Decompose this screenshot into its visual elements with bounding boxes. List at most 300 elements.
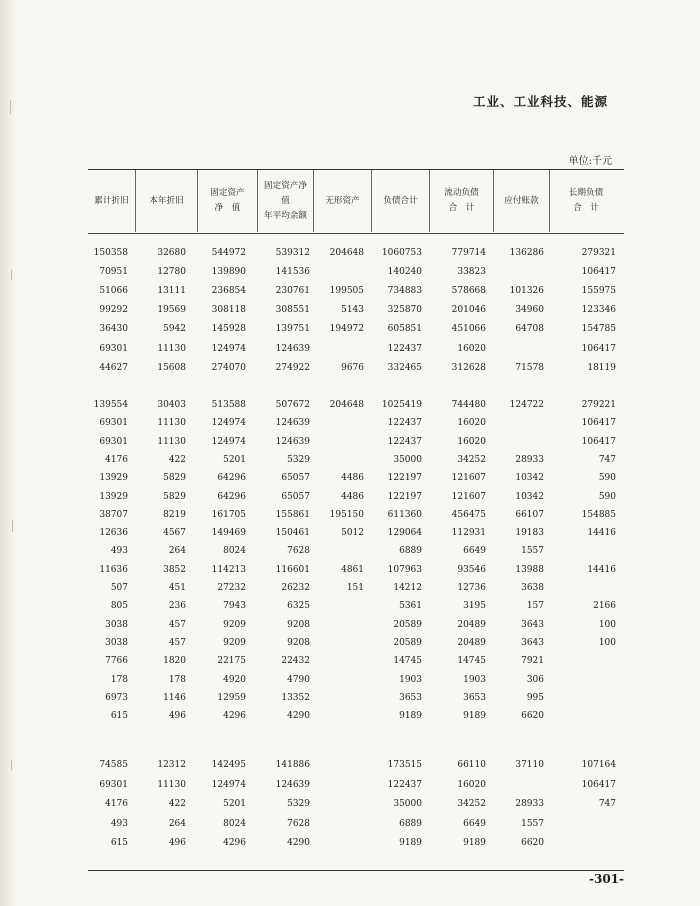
cell-total-liabilities: 605851 <box>387 324 422 335</box>
table-row <box>88 359 622 378</box>
cell-fixed-assets-net-value: 274070 <box>211 362 246 373</box>
cell-long-term-liabilities-total: 106417 <box>581 418 616 429</box>
cell-fixed-assets-annual-average: 141886 <box>275 760 310 770</box>
cell-accounts-payable: 3643 <box>521 619 544 630</box>
table-row <box>88 561 622 580</box>
cell-current-liabilities-total: 16020 <box>457 343 486 354</box>
cell-total-liabilities: 122437 <box>387 343 422 354</box>
cell-total-liabilities: 173515 <box>387 760 422 770</box>
cell-current-liabilities-total: 34252 <box>457 454 486 465</box>
cell-accounts-payable: 19183 <box>515 528 544 539</box>
table-row <box>88 652 622 671</box>
cell-current-year-depreciation: 457 <box>168 637 186 648</box>
cell-accumulated-depreciation: 139554 <box>93 400 128 410</box>
cell-fixed-assets-annual-average: 274922 <box>275 362 310 373</box>
cell-long-term-liabilities-total: 14416 <box>587 528 616 539</box>
column-header-line: 应付账款 <box>504 195 539 206</box>
cell-intangible-assets: 4486 <box>341 473 364 484</box>
cell-long-term-liabilities-total: 747 <box>598 799 616 809</box>
cell-intangible-assets <box>304 616 364 635</box>
page-bottom-rule <box>88 870 624 871</box>
scan-mark <box>11 760 12 770</box>
cell-accumulated-depreciation: 74585 <box>99 760 128 770</box>
column-header-line: 净 值 <box>214 203 241 213</box>
cell-fixed-assets-annual-average: 26232 <box>281 583 310 593</box>
cell-total-liabilities: 35000 <box>393 454 422 465</box>
cell-accumulated-depreciation: 178 <box>110 674 128 685</box>
cell-accounts-payable <box>484 776 544 795</box>
cell-fixed-assets-net-value: 142495 <box>211 760 246 770</box>
cell-current-liabilities-total: 20489 <box>457 637 486 648</box>
cell-fixed-assets-net-value: 22175 <box>217 656 246 667</box>
cell-fixed-assets-net-value: 8024 <box>223 546 246 557</box>
cell-current-year-depreciation: 1146 <box>163 692 186 703</box>
cell-fixed-assets-net-value: 12959 <box>217 692 246 703</box>
cell-intangible-assets <box>304 689 364 708</box>
cell-current-year-depreciation: 13111 <box>157 286 186 297</box>
cell-accounts-payable: 10342 <box>515 491 544 502</box>
cell-intangible-assets: 9676 <box>341 362 364 373</box>
cell-fixed-assets-annual-average: 22432 <box>281 656 310 667</box>
page-number: -301- <box>588 872 624 886</box>
cell-accumulated-depreciation: 69301 <box>99 436 128 447</box>
cell-fixed-assets-net-value: 161705 <box>211 509 246 520</box>
cell-total-liabilities: 140240 <box>387 267 422 278</box>
cell-intangible-assets: 5012 <box>341 528 364 539</box>
scan-mark <box>10 100 11 114</box>
cell-accounts-payable: 28933 <box>515 454 544 465</box>
cell-accumulated-depreciation: 69301 <box>99 418 128 429</box>
cell-accumulated-depreciation: 493 <box>110 818 128 829</box>
cell-accumulated-depreciation: 7766 <box>105 656 128 667</box>
table-row <box>88 524 622 543</box>
cell-long-term-liabilities-total: 100 <box>598 619 616 630</box>
table-row <box>88 671 622 690</box>
cell-long-term-liabilities-total <box>556 542 616 561</box>
cell-intangible-assets <box>304 263 364 282</box>
cell-accounts-payable: 3638 <box>521 583 544 593</box>
cell-total-liabilities: 1025419 <box>381 400 422 410</box>
cell-accounts-payable <box>484 433 544 452</box>
cell-current-liabilities-total: 578668 <box>451 286 486 297</box>
table-row <box>88 301 622 320</box>
column-header-accounts-payable <box>494 170 550 232</box>
cell-accounts-payable: 66107 <box>515 509 544 520</box>
cell-accumulated-depreciation: 38707 <box>99 509 128 520</box>
cell-total-liabilities: 122437 <box>387 418 422 429</box>
cell-intangible-assets: 199505 <box>329 286 364 297</box>
cell-total-liabilities: 20589 <box>393 619 422 630</box>
cell-current-liabilities-total: 744480 <box>451 400 486 410</box>
cell-long-term-liabilities-total: 14416 <box>587 564 616 575</box>
cell-accounts-payable: 71578 <box>515 362 544 373</box>
cell-total-liabilities: 734883 <box>387 286 422 297</box>
cell-intangible-assets <box>304 671 364 690</box>
column-header-line: 本年折旧 <box>149 195 184 206</box>
cell-current-year-depreciation: 457 <box>168 619 186 630</box>
cell-current-liabilities-total: 9189 <box>463 711 486 722</box>
column-header-total-liabilities <box>372 170 430 232</box>
table-row <box>88 795 622 814</box>
cell-fixed-assets-annual-average: 230761 <box>275 286 310 297</box>
column-header-current-liabilities-total <box>430 170 494 232</box>
cell-intangible-assets: 204648 <box>329 248 364 258</box>
cell-fixed-assets-annual-average: 124639 <box>275 343 310 354</box>
cell-long-term-liabilities-total: 106417 <box>581 343 616 354</box>
cell-current-year-depreciation: 11130 <box>157 418 186 429</box>
cell-fixed-assets-annual-average: 141536 <box>275 267 310 278</box>
cell-fixed-assets-net-value: 544972 <box>211 248 246 258</box>
cell-long-term-liabilities-total: 107164 <box>581 760 616 770</box>
cell-current-liabilities-total: 112931 <box>451 528 486 539</box>
cell-current-year-depreciation: 451 <box>168 583 186 593</box>
cell-accumulated-depreciation: 3038 <box>105 637 128 648</box>
cell-long-term-liabilities-total: 279321 <box>581 248 616 258</box>
cell-accounts-payable: 3643 <box>521 637 544 648</box>
cell-accounts-payable: 10342 <box>515 473 544 484</box>
cell-intangible-assets: 204648 <box>329 400 364 410</box>
cell-accumulated-depreciation: 805 <box>110 601 128 612</box>
cell-current-liabilities-total: 93546 <box>457 564 486 575</box>
cell-long-term-liabilities-total: 590 <box>598 473 616 484</box>
table-header <box>88 170 622 232</box>
cell-total-liabilities: 325870 <box>387 305 422 316</box>
cell-total-liabilities: 332465 <box>387 362 422 373</box>
cell-accounts-payable: 64708 <box>515 324 544 335</box>
binding-edge <box>0 0 16 906</box>
cell-current-liabilities-total: 3195 <box>463 601 486 612</box>
cell-total-liabilities: 129064 <box>387 528 422 539</box>
cell-fixed-assets-net-value: 27232 <box>217 583 246 593</box>
cell-current-liabilities-total: 121607 <box>451 491 486 502</box>
cell-fixed-assets-net-value: 114213 <box>211 564 246 575</box>
cell-current-liabilities-total: 6649 <box>463 818 486 829</box>
cell-fixed-assets-net-value: 64296 <box>217 491 246 502</box>
cell-fixed-assets-net-value: 5201 <box>223 799 246 809</box>
cell-current-year-depreciation: 422 <box>168 799 186 809</box>
cell-fixed-assets-net-value: 8024 <box>223 818 246 829</box>
cell-intangible-assets: 195150 <box>329 509 364 520</box>
column-header-line: 合 计 <box>448 203 475 213</box>
cell-accumulated-depreciation: 6973 <box>105 692 128 703</box>
cell-accounts-payable: 28933 <box>515 799 544 809</box>
cell-current-year-depreciation: 236 <box>168 601 186 612</box>
column-header-current-year-depreciation <box>136 170 198 232</box>
cell-current-year-depreciation: 12780 <box>157 267 186 278</box>
cell-fixed-assets-annual-average: 65057 <box>281 491 310 502</box>
cell-fixed-assets-net-value: 236854 <box>211 286 246 297</box>
cell-total-liabilities: 107963 <box>387 564 422 575</box>
cell-current-year-depreciation: 11130 <box>157 436 186 447</box>
cell-current-year-depreciation: 422 <box>168 454 186 465</box>
cell-accumulated-depreciation: 493 <box>110 546 128 557</box>
cell-total-liabilities: 1903 <box>399 674 422 685</box>
column-header-intangible-assets <box>314 170 372 232</box>
cell-current-year-depreciation: 15608 <box>157 362 186 373</box>
cell-long-term-liabilities-total <box>556 815 616 834</box>
cell-long-term-liabilities-total: 747 <box>598 454 616 465</box>
table-row <box>88 506 622 525</box>
cell-total-liabilities: 122197 <box>387 473 422 484</box>
column-header-fixed-assets-net-value <box>198 170 258 232</box>
table-header-rule <box>88 233 624 234</box>
cell-current-liabilities-total: 3653 <box>463 692 486 703</box>
cell-accounts-payable <box>484 414 544 433</box>
column-header-line: 无形资产 <box>325 195 360 206</box>
cell-accounts-payable: 157 <box>526 601 544 612</box>
cell-fixed-assets-net-value: 4296 <box>223 838 246 848</box>
cell-fixed-assets-annual-average: 5329 <box>287 454 310 465</box>
cell-total-liabilities: 5361 <box>399 601 422 612</box>
cell-total-liabilities: 35000 <box>393 799 422 809</box>
cell-current-liabilities-total: 34252 <box>457 799 486 809</box>
cell-current-year-depreciation: 5829 <box>163 491 186 502</box>
cell-accumulated-depreciation: 615 <box>110 838 128 848</box>
cell-long-term-liabilities-total <box>556 707 616 726</box>
cell-total-liabilities: 122197 <box>387 491 422 502</box>
cell-current-liabilities-total: 66110 <box>457 760 486 770</box>
cell-long-term-liabilities-total: 279221 <box>581 400 616 410</box>
cell-fixed-assets-annual-average: 4790 <box>287 674 310 685</box>
cell-intangible-assets: 4861 <box>341 564 364 575</box>
cell-fixed-assets-annual-average: 4290 <box>287 838 310 848</box>
cell-current-year-depreciation: 11130 <box>157 343 186 354</box>
cell-long-term-liabilities-total <box>556 671 616 690</box>
cell-intangible-assets <box>304 795 364 814</box>
table-row <box>88 433 622 452</box>
table-row <box>88 616 622 635</box>
section-title: 工业、工业科技、能源 <box>472 94 608 109</box>
cell-intangible-assets <box>304 776 364 795</box>
cell-current-year-depreciation: 496 <box>168 838 186 848</box>
cell-fixed-assets-annual-average: 308551 <box>275 305 310 316</box>
cell-intangible-assets <box>304 414 364 433</box>
cell-fixed-assets-annual-average: 4290 <box>287 711 310 722</box>
cell-current-liabilities-total: 312628 <box>451 362 486 373</box>
cell-current-year-depreciation: 5942 <box>163 324 186 335</box>
cell-long-term-liabilities-total: 155975 <box>581 286 616 297</box>
cell-current-liabilities-total: 456475 <box>451 509 486 520</box>
cell-total-liabilities: 122437 <box>387 779 422 790</box>
cell-fixed-assets-net-value: 145928 <box>211 324 246 335</box>
cell-intangible-assets <box>304 634 364 653</box>
cell-accounts-payable: 1557 <box>521 546 544 557</box>
cell-current-year-depreciation: 264 <box>168 818 186 829</box>
table-row <box>88 634 622 653</box>
cell-intangible-assets <box>304 340 364 359</box>
cell-current-year-depreciation: 1820 <box>163 656 186 667</box>
cell-long-term-liabilities-total: 106417 <box>581 436 616 447</box>
cell-current-year-depreciation: 30403 <box>157 400 186 410</box>
cell-long-term-liabilities-total: 18119 <box>587 362 616 373</box>
cell-fixed-assets-net-value: 124974 <box>211 779 246 790</box>
column-header-accumulated-depreciation <box>88 170 136 232</box>
cell-long-term-liabilities-total <box>556 689 616 708</box>
table-row <box>88 815 622 834</box>
cell-current-liabilities-total: 16020 <box>457 418 486 429</box>
cell-total-liabilities: 9189 <box>399 838 422 848</box>
cell-fixed-assets-annual-average: 9208 <box>287 619 310 630</box>
cell-accounts-payable <box>484 340 544 359</box>
cell-current-liabilities-total: 12736 <box>457 583 486 593</box>
cell-long-term-liabilities-total: 106417 <box>581 267 616 278</box>
cell-accumulated-depreciation: 36430 <box>99 324 128 335</box>
cell-fixed-assets-net-value: 513588 <box>211 400 246 410</box>
cell-accumulated-depreciation: 13929 <box>99 473 128 484</box>
cell-long-term-liabilities-total: 154785 <box>581 324 616 335</box>
table-row <box>88 776 622 795</box>
column-header-long-term-liabilities-total <box>550 170 622 232</box>
cell-intangible-assets: 151 <box>346 583 364 593</box>
cell-fixed-assets-net-value: 139890 <box>211 267 246 278</box>
cell-current-year-depreciation: 19569 <box>157 305 186 316</box>
cell-current-liabilities-total: 9189 <box>463 838 486 848</box>
cell-accounts-payable: 37110 <box>515 760 544 770</box>
cell-fixed-assets-annual-average: 7628 <box>287 546 310 557</box>
cell-accounts-payable: 13988 <box>515 564 544 575</box>
cell-fixed-assets-net-value: 124974 <box>211 343 246 354</box>
cell-accounts-payable: 6620 <box>521 711 544 722</box>
cell-accounts-payable: 101326 <box>509 286 544 297</box>
cell-fixed-assets-net-value: 4920 <box>223 674 246 685</box>
table-row <box>88 488 622 507</box>
cell-current-year-depreciation: 264 <box>168 546 186 557</box>
cell-fixed-assets-annual-average: 5329 <box>287 799 310 809</box>
unit-label: 单位:千元 <box>568 156 612 167</box>
cell-current-liabilities-total: 6649 <box>463 546 486 557</box>
cell-current-liabilities-total: 1903 <box>463 674 486 685</box>
cell-accumulated-depreciation: 150358 <box>93 248 128 258</box>
cell-fixed-assets-annual-average: 124639 <box>275 436 310 447</box>
scan-mark <box>12 520 13 532</box>
cell-fixed-assets-annual-average: 139751 <box>275 324 310 335</box>
cell-fixed-assets-annual-average: 155861 <box>275 509 310 520</box>
cell-total-liabilities: 6889 <box>399 546 422 557</box>
cell-long-term-liabilities-total: 106417 <box>581 779 616 790</box>
cell-long-term-liabilities-total <box>556 579 616 598</box>
cell-fixed-assets-annual-average: 116601 <box>275 564 310 575</box>
cell-long-term-liabilities-total: 2166 <box>593 601 616 612</box>
table-row <box>88 320 622 339</box>
cell-total-liabilities: 20589 <box>393 637 422 648</box>
cell-intangible-assets <box>304 451 364 470</box>
cell-current-liabilities-total: 451066 <box>451 324 486 335</box>
cell-current-liabilities-total: 201046 <box>451 305 486 316</box>
cell-fixed-assets-net-value: 308118 <box>211 305 246 316</box>
column-header-line: 固定资产 <box>210 188 245 198</box>
cell-intangible-assets <box>304 542 364 561</box>
cell-fixed-assets-annual-average: 124639 <box>275 418 310 429</box>
column-header-line: 合 计 <box>573 203 599 213</box>
cell-accumulated-depreciation: 4176 <box>105 454 128 465</box>
cell-current-liabilities-total: 16020 <box>457 779 486 790</box>
cell-fixed-assets-net-value: 9209 <box>223 637 246 648</box>
cell-current-liabilities-total: 33823 <box>457 267 486 278</box>
cell-fixed-assets-net-value: 7943 <box>223 601 246 612</box>
cell-fixed-assets-net-value: 124974 <box>211 418 246 429</box>
cell-intangible-assets <box>304 433 364 452</box>
cell-accumulated-depreciation: 70951 <box>99 267 128 278</box>
cell-current-year-depreciation: 178 <box>168 674 186 685</box>
cell-fixed-assets-annual-average: 65057 <box>281 473 310 484</box>
cell-accumulated-depreciation: 615 <box>110 711 128 722</box>
table-row <box>88 579 622 598</box>
cell-accumulated-depreciation: 51066 <box>99 286 128 297</box>
cell-current-liabilities-total: 779714 <box>451 248 486 258</box>
cell-accounts-payable: 7921 <box>521 656 544 667</box>
cell-fixed-assets-annual-average: 9208 <box>287 637 310 648</box>
cell-long-term-liabilities-total <box>556 652 616 671</box>
cell-current-year-depreciation: 4567 <box>163 528 186 539</box>
cell-accounts-payable <box>484 263 544 282</box>
table-row <box>88 282 622 301</box>
table-row <box>88 244 622 263</box>
cell-total-liabilities: 9189 <box>399 711 422 722</box>
cell-total-liabilities: 611360 <box>387 509 422 520</box>
cell-accumulated-depreciation: 4176 <box>105 799 128 809</box>
table-row <box>88 834 622 853</box>
cell-current-liabilities-total: 121607 <box>451 473 486 484</box>
table-row <box>88 756 622 775</box>
cell-fixed-assets-annual-average: 539312 <box>275 248 310 258</box>
cell-total-liabilities: 122437 <box>387 436 422 447</box>
cell-accumulated-depreciation: 3038 <box>105 619 128 630</box>
cell-current-year-depreciation: 8219 <box>163 509 186 520</box>
cell-total-liabilities: 3653 <box>399 692 422 703</box>
cell-current-year-depreciation: 3852 <box>163 564 186 575</box>
cell-accounts-payable: 1557 <box>521 818 544 829</box>
cell-fixed-assets-annual-average: 13352 <box>281 692 310 703</box>
cell-fixed-assets-net-value: 149469 <box>211 528 246 539</box>
cell-current-liabilities-total: 16020 <box>457 436 486 447</box>
table-row <box>88 597 622 616</box>
cell-fixed-assets-net-value: 5201 <box>223 454 246 465</box>
cell-current-year-depreciation: 496 <box>168 711 186 722</box>
table-row <box>88 707 622 726</box>
scan-mark <box>11 270 12 280</box>
column-header-line: 长期负债 <box>568 188 604 198</box>
cell-intangible-assets: 5143 <box>341 305 364 316</box>
column-header-fixed-assets-annual-average <box>258 170 314 232</box>
cell-long-term-liabilities-total: 154885 <box>581 509 616 520</box>
cell-intangible-assets <box>304 815 364 834</box>
cell-long-term-liabilities-total: 123346 <box>581 305 616 316</box>
cell-total-liabilities: 1060753 <box>381 248 422 258</box>
cell-accounts-payable: 995 <box>526 692 544 703</box>
cell-accumulated-depreciation: 44627 <box>99 362 128 373</box>
cell-total-liabilities: 14745 <box>393 656 422 667</box>
cell-long-term-liabilities-total <box>556 834 616 853</box>
cell-accumulated-depreciation: 12636 <box>99 528 128 539</box>
table-row <box>88 451 622 470</box>
cell-fixed-assets-annual-average: 150461 <box>275 528 310 539</box>
cell-accounts-payable: 136286 <box>509 248 544 258</box>
cell-fixed-assets-net-value: 124974 <box>211 436 246 447</box>
cell-intangible-assets <box>304 707 364 726</box>
column-header-line: 流动负债 <box>444 188 479 198</box>
cell-accounts-payable: 34960 <box>515 305 544 316</box>
cell-intangible-assets <box>304 597 364 616</box>
cell-current-year-depreciation: 12312 <box>157 760 186 770</box>
cell-accumulated-depreciation: 11636 <box>99 564 128 575</box>
cell-total-liabilities: 6889 <box>399 818 422 829</box>
cell-accounts-payable: 306 <box>526 674 544 685</box>
column-header-line: 负债合计 <box>383 195 418 206</box>
cell-fixed-assets-annual-average: 7628 <box>287 818 310 829</box>
cell-intangible-assets <box>304 834 364 853</box>
cell-fixed-assets-net-value: 64296 <box>217 473 246 484</box>
cell-current-liabilities-total: 20489 <box>457 619 486 630</box>
